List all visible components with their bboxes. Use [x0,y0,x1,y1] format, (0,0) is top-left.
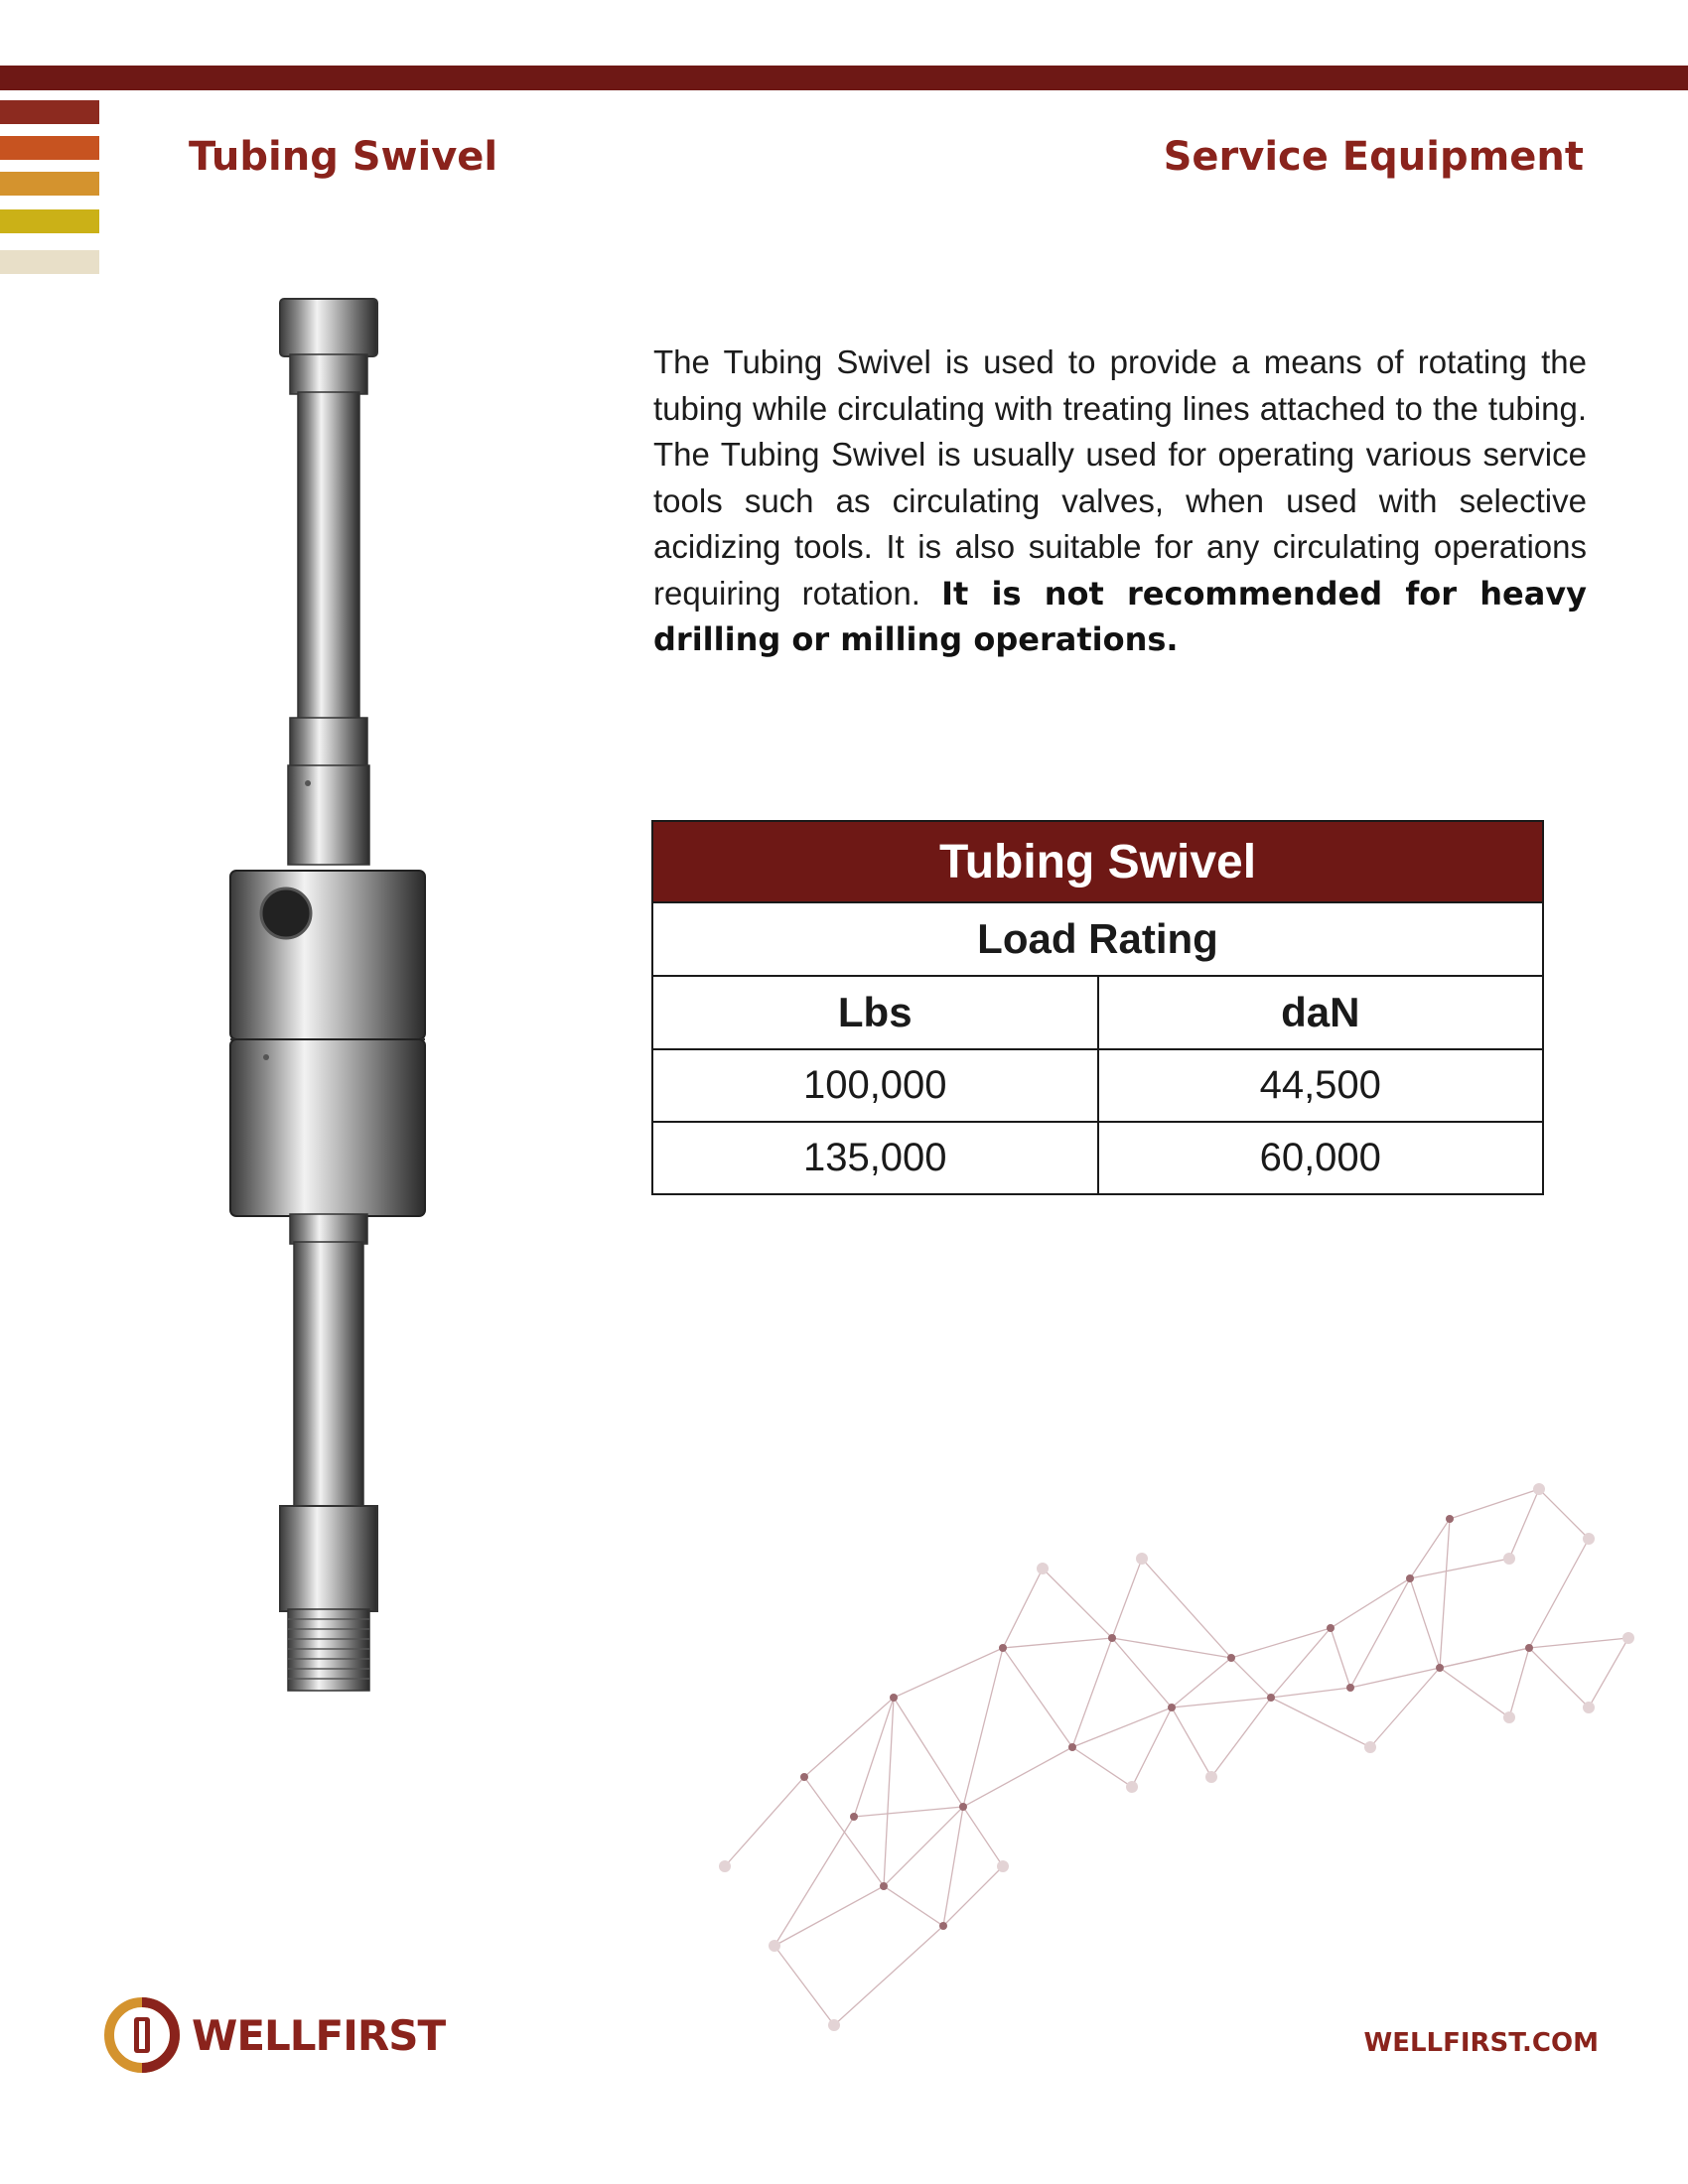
wellfirst-logo [104,1995,445,2075]
wellfirst-logo-icon [104,1997,180,2073]
color-stripe-4 [0,209,99,233]
description-warning: It is not recommended for heavy drilling or milling operations. [653,574,1588,658]
website-link[interactable]: WELLFIRST.COM [1363,2028,1599,2058]
column-header-lbs: Lbs [652,976,1098,1049]
color-stripe-1 [0,100,99,124]
logo-text: WELLFIRST [192,2010,446,2060]
table-cell: 135,000 [652,1122,1098,1194]
color-stripe-5 [0,250,99,274]
product-description [653,340,1587,663]
table-cell: 100,000 [652,1049,1098,1122]
color-stripe-2 [0,136,99,160]
color-stripe-3 [0,172,99,196]
column-header-dan: daN [1098,976,1544,1049]
table-row [652,1122,1543,1194]
tubing-swivel-illustration [218,293,437,1703]
load-rating-table [651,820,1544,1195]
description-text: The Tubing Swivel is used to provide a means of rotating the tubing while circulating with treating lines attached to the tubing. The Tubing Swivel is usually used for operating various service tools such as circulating valves, when used with selective acidizing tools. It is also suitable for any circulating operations requiring rotation. [653,343,1587,612]
product-title: Tubing Swivel [189,134,498,180]
category-title: Service Equipment [1163,134,1584,180]
network-mesh-graphic [715,1449,1688,2065]
table-cell: 60,000 [1098,1122,1544,1194]
table-cell: 44,500 [1098,1049,1544,1122]
table-subtitle: Load Rating [652,902,1543,976]
table-title: Tubing Swivel [652,821,1543,902]
table-row [652,1049,1543,1122]
top-banner-bar [0,66,1688,90]
